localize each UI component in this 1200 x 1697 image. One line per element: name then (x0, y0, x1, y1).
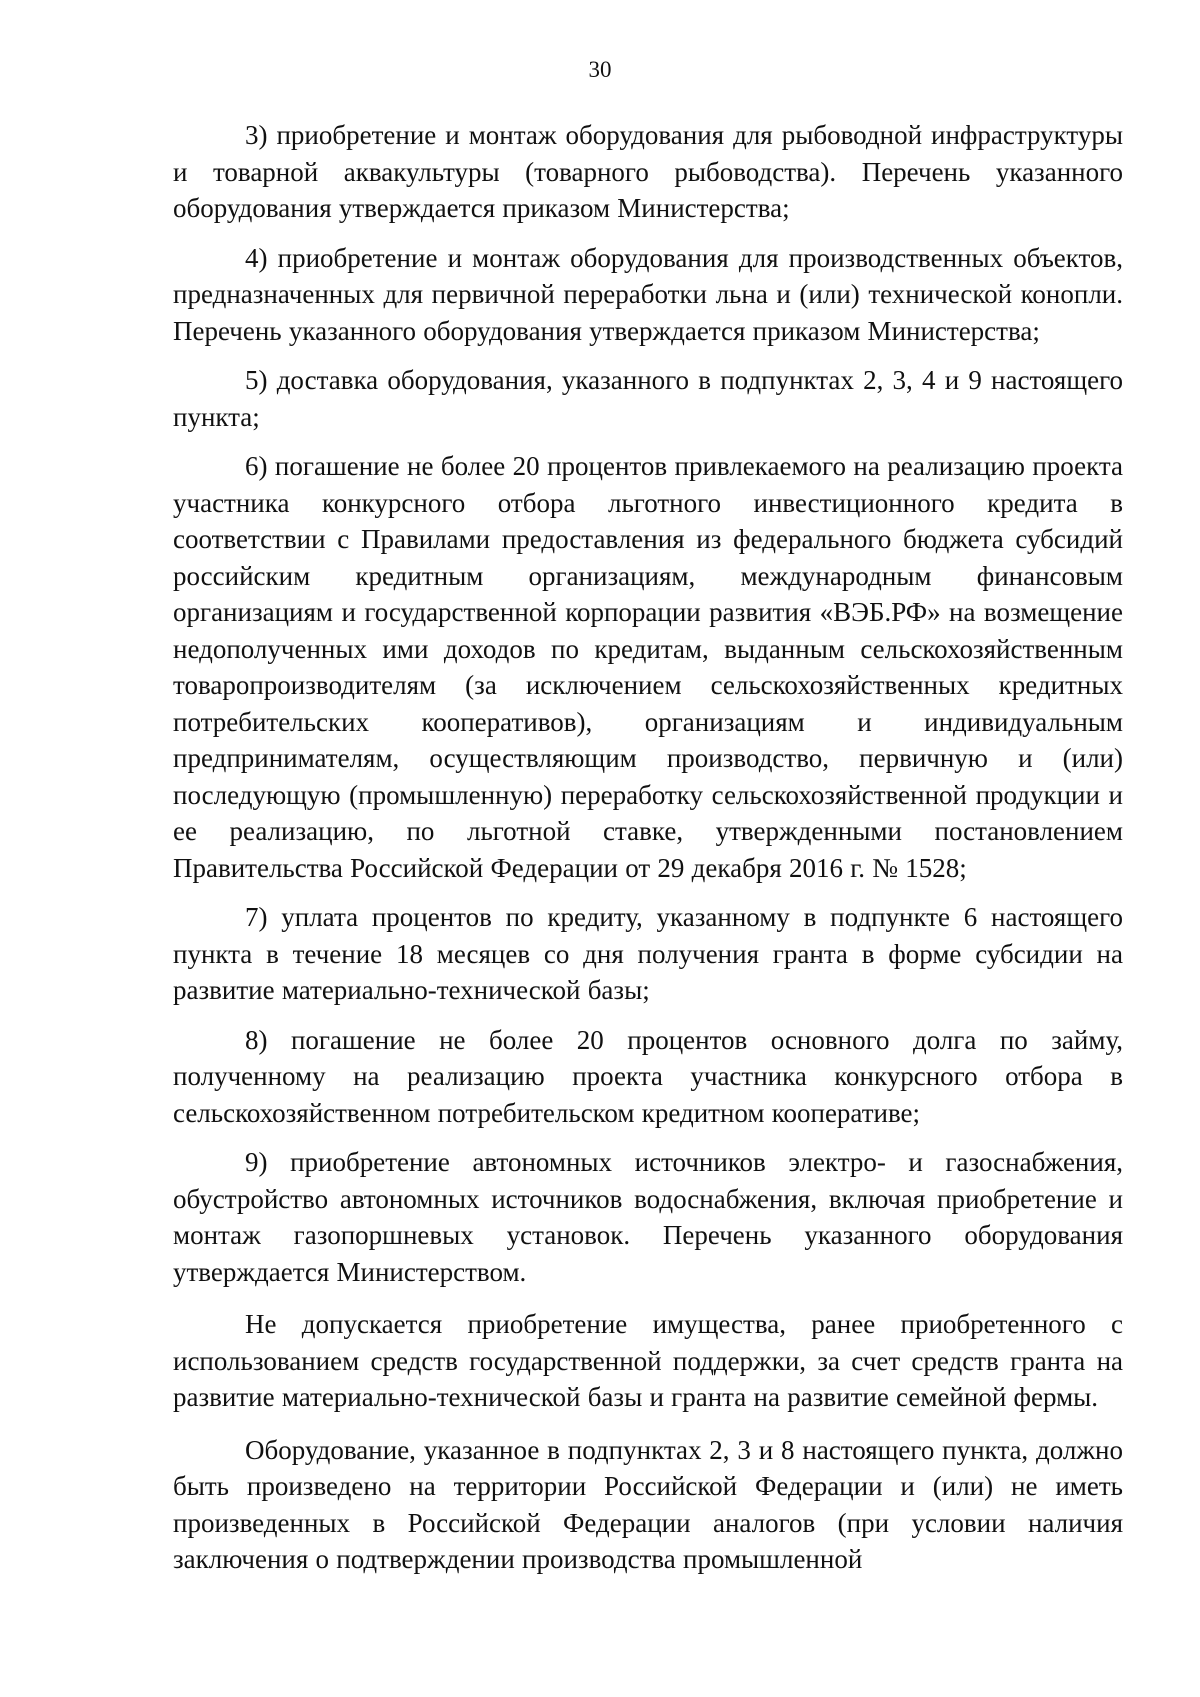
document-body (173, 117, 1123, 1578)
paragraph-item-9: 9) приобретение автономных источников электро- и газоснабжения, обустройство автономных источников водоснабжения, включая приобретение и монтаж газопоршневых установок. Перечень указанного оборудования утверждается Министерством. (173, 1147, 1123, 1287)
paragraph-equipment-origin: Оборудование, указанное в подпунктах 2, 3 и 8 настоящего пункта, должно быть произведено на территории Российской Федерации и (или) не иметь произведенных в Российской Федерации аналогов (при условии наличия заключения о подтверждении производства промышленной (173, 1434, 1123, 1574)
paragraph-item-4: 4) приобретение и монтаж оборудования для производственных объектов, предназначенных для первичной переработки льна и (или) технической конопли. Перечень указанного оборудования утверждается приказом Министерства; (173, 242, 1123, 346)
paragraph-item-3: 3) приобретение и монтаж оборудования для рыбоводной инфраструктуры и товарной аквакультуры (товарного рыбоводства). Перечень указанного оборудования утверждается приказом Министерства; (173, 120, 1123, 223)
paragraph-item-7: 7) уплата процентов по кредиту, указанному в подпункте 6 настоящего пункта в течение 18 месяцев со дня получения гранта в форме субсидии на развитие материально-технической базы; (173, 902, 1123, 1005)
paragraph-item-6: 6) погашение не более 20 процентов привлекаемого на реализацию проекта участника конкурсного отбора льготного инвестиционного кредита в соответствии с Правилами предоставления из федерального бюджета субсидий российским кредитным организациям, международным финансовым организациям и государственной корпорации развития «ВЭБ.РФ» на возмещение недополученных ими доходов по кредитам, выданным сельскохозяйственным товаропроизводителям (за исключением сельскохозяйственных кредитных потребительских кооперативов), организациям и индивидуальным предпринимателям, осуществляющим производство, первичную и (или) последующую (промышленную) переработку сельскохозяйственной продукции и ее реализацию, по льготной ставке, утвержденными постановлением Правительства Российской Федерации от 29 декабря 2016 г. № 1528; (173, 451, 1123, 883)
page-number: 30 (588, 57, 612, 82)
paragraph-item-5: 5) доставка оборудования, указанного в подпунктах 2, 3, 4 и 9 настоящего пункта; (173, 365, 1123, 432)
paragraph-item-8: 8) погашение не более 20 процентов основного долга по займу, полученному на реализацию проекта участника конкурсного отбора в сельскохозяйственном потребительском кредитном кооперативе; (173, 1024, 1123, 1128)
paragraph-acquisition-restriction: Не допускается приобретение имущества, ранее приобретенного с использованием средств государственной поддержки, за счет средств гранта на развитие материально-технической базы и гранта на развитие семейной фермы. (173, 1309, 1123, 1412)
